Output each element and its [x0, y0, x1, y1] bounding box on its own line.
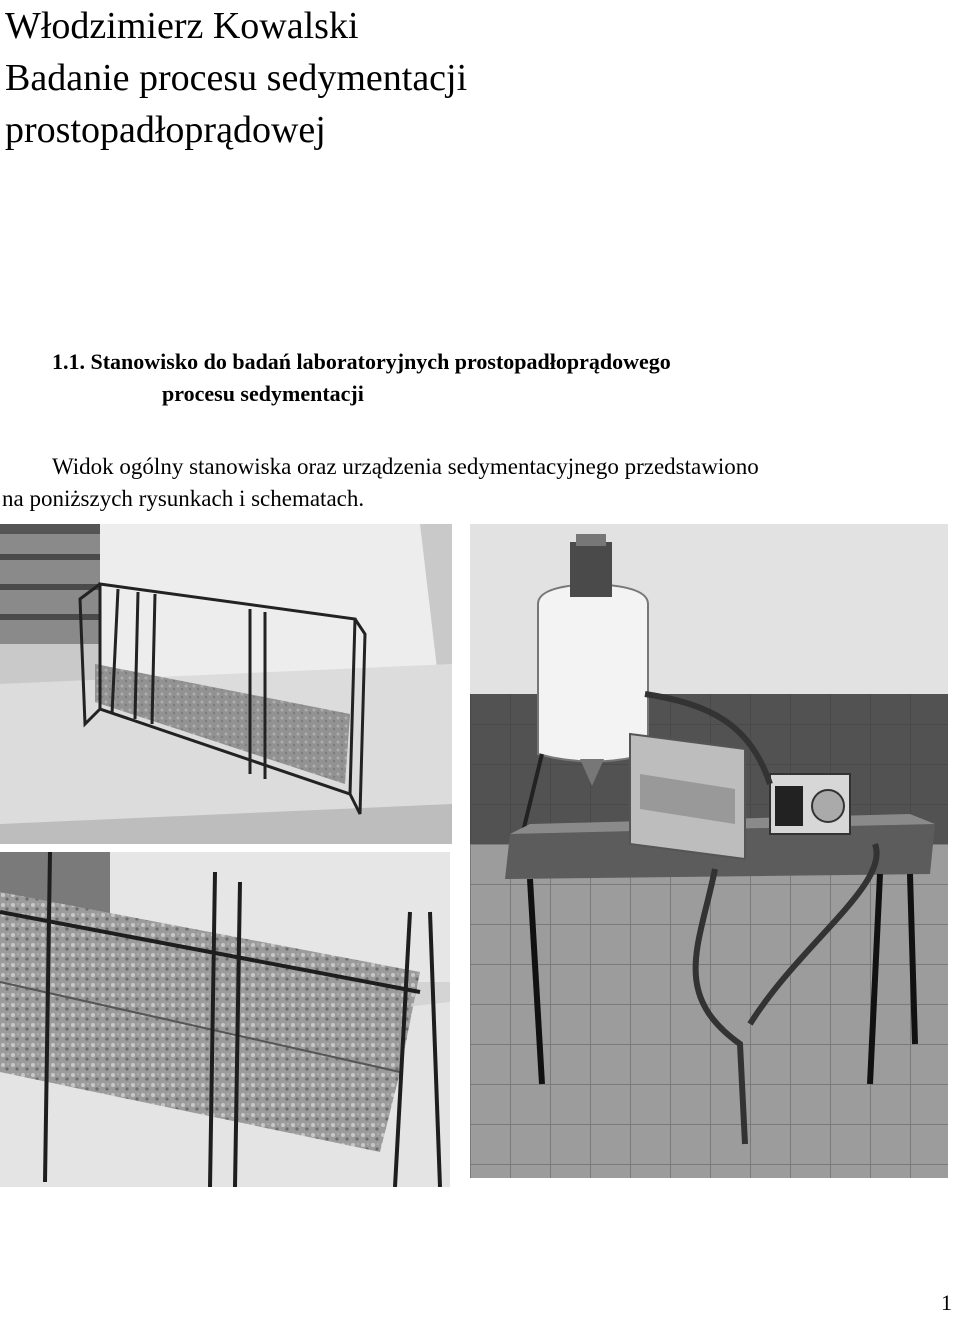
section-heading-line-1: 1.1. Stanowisko do badań laboratoryjnych prostopadłoprądowego	[52, 349, 671, 374]
photo-laboratory-setup	[470, 524, 948, 1178]
photo-lamella-plates-closeup	[0, 852, 450, 1187]
body-line-1: Widok ogólny stanowiska oraz urządzenia sedymentacyjnego przedstawiono	[52, 454, 759, 479]
photo-lamella-frame-side	[0, 524, 452, 844]
title-line-2: prostopadłoprądowej	[5, 109, 326, 151]
document-title	[5, 0, 467, 156]
section-heading-line-2: procesu sedymentacji	[162, 381, 364, 406]
title-line-1: Badanie procesu sedymentacji	[5, 57, 468, 99]
page-number: 1	[941, 1290, 952, 1315]
author-name: Włodzimierz Kowalski	[5, 5, 359, 47]
body-line-2: na poniższych rysunkach i schematach.	[2, 486, 365, 511]
